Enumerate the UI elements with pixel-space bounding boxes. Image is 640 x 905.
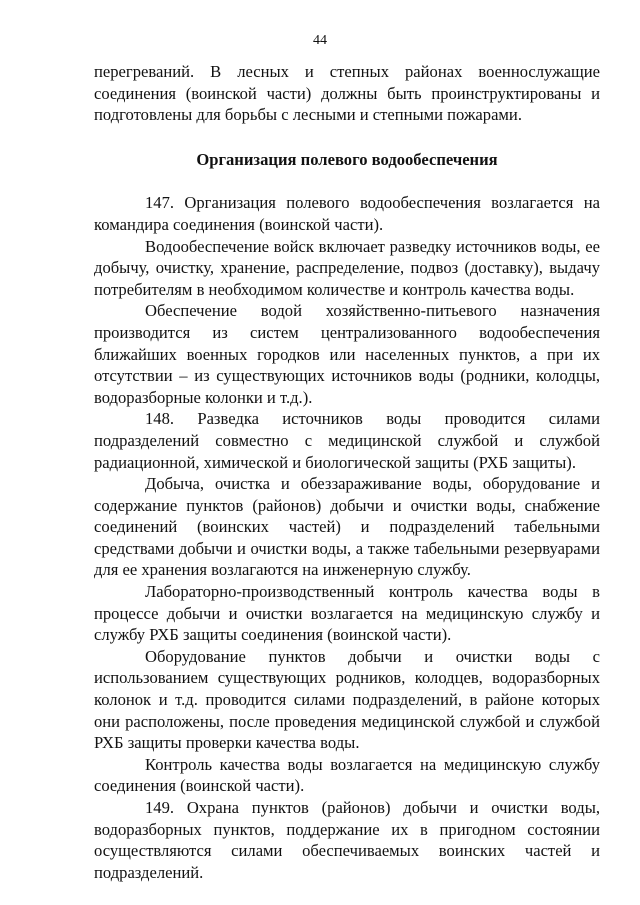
paragraph-quality-control: Контроль качества воды возлагается на медицинскую службу соединения (воинской части). bbox=[94, 754, 600, 796]
paragraph-drinking-water: Обеспечение водой хозяйственно-питьевого назначения производится из систем централизованного водообеспечения ближайших военных городков или населенных пунктов, а при их отсутствии – из существующих источников воды (родники, колодцы, водоразборные колонки и т.д.). bbox=[94, 301, 600, 407]
paragraph-lab-control: Лабораторно-производственный контроль качества воды в процессе добычи и очистки возлагается на медицинскую службу и службу РХБ защиты соединения (воинской части). bbox=[94, 582, 600, 645]
paragraph-continuation: перегреваний. В лесных и степных районах военнослужащие соединения (воинской части) должны быть проинструктированы и подготовлены для борьбы с лесными и степными пожарами. bbox=[94, 62, 600, 125]
paragraph-147: 147. Организация полевого водообеспечения возлагается на командира соединения (воинской части). bbox=[94, 193, 600, 234]
section-heading: Организация полевого водообеспечения bbox=[196, 149, 498, 169]
paragraph-water-supply: Водообеспечение войск включает разведку источников воды, ее добычу, очистку, хранение, распределение, подвоз (доставку), выдачу потребителям в необходимом количестве и контроль качества воды. bbox=[94, 236, 600, 299]
paragraph-148: 148. Разведка источников воды проводится силами подразделений совместно с медицинской службой и службой радиационной, химической и биологической защиты (РХБ защиты). bbox=[94, 409, 600, 472]
paragraph-149: 149. Охрана пунктов (районов) добычи и очистки воды, водоразборных пунктов, поддержание их в пригодном состоянии осуществляются силами обеспечиваемых воинских частей и подразделений. bbox=[94, 798, 600, 882]
document-body bbox=[94, 61, 600, 883]
paragraph-equipment: Оборудование пунктов добычи и очистки воды с использованием существующих родников, колодцев, водоразборных колонок и т.д. проводится силами подразделений, в районе которых они расположены, после проведения медицинской службой и службой РХБ защиты проверки качества воды. bbox=[94, 646, 600, 753]
paragraph-extraction: Добыча, очистка и обеззараживание воды, оборудование и содержание пунктов (районов) добычи и очистки воды, снабжение соединений (воинских частей) и подразделений табельными средствами добычи и очистки воды, а также табельными резервуарами для ее хранения возлагаются на инженерную службу. bbox=[94, 474, 600, 580]
page-number: 44 bbox=[313, 33, 327, 48]
